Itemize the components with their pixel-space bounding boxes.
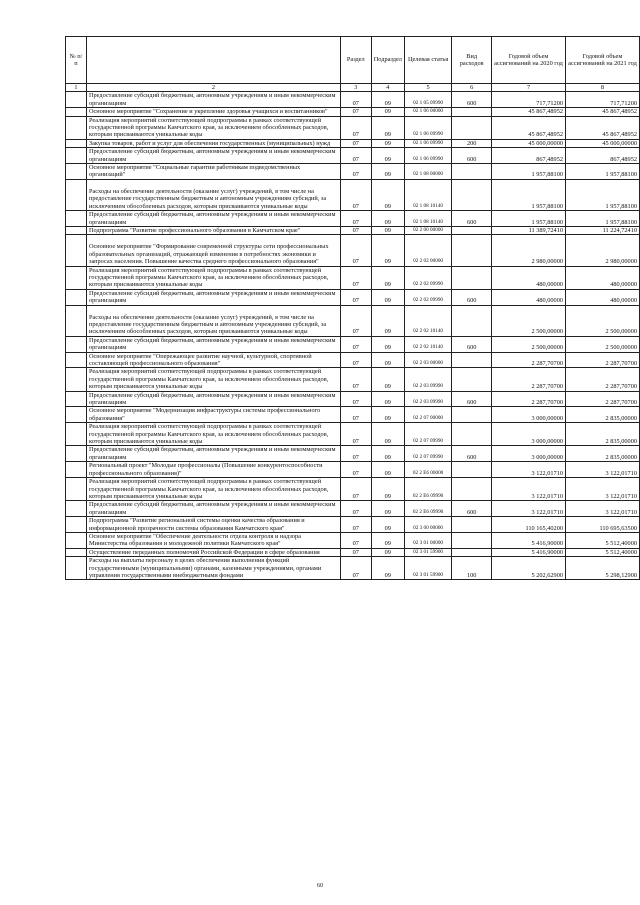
cell-2021: 2 287,70700	[566, 352, 640, 368]
cell-2021: 11 224,72410	[566, 226, 640, 234]
cell-name: Расходы на обеспечение деятельности (оказание услуг) учреждений, в том числе на предоставление государственным бюджетным и автономным учреждениям субсидий, за исключением обособленных расходов, которым присваиваются уникальные коды	[86, 179, 340, 210]
cell-2020: 5 416,90000	[492, 532, 566, 548]
cell-name: Расходы на выплаты персоналу в целях обеспечения выполнения функций государственными (муниципальными) органами, казенными учреждениями, органами управления государственными внебюджетными фондами	[86, 557, 340, 580]
cell-podrazdel: 09	[371, 235, 404, 266]
cell-num	[66, 517, 87, 533]
cell-podrazdel: 09	[371, 391, 404, 407]
cell-razdel: 07	[340, 235, 371, 266]
cell-expense-type	[452, 462, 492, 478]
header-num: № п/п	[66, 37, 87, 84]
cell-expense-type: 600	[452, 289, 492, 305]
cell-2020: 717,71200	[492, 92, 566, 108]
cell-name: Основное мероприятие "Опережающее развитие научной, культурной, спортивной составляющей профессионального образования"	[86, 352, 340, 368]
cell-target-article: 02 1 06 09990	[404, 139, 451, 147]
cell-name: Основное мероприятие "Социальные гарантии работникам подведомственных организаций"	[86, 164, 340, 180]
cell-2020: 2 287,70700	[492, 368, 566, 391]
cell-name: Подпрограмма "Развитие региональной системы оценки качества образования и информационной прозрачности системы образования Камчатского края"	[86, 517, 340, 533]
cell-razdel: 07	[340, 391, 371, 407]
cell-razdel: 07	[340, 446, 371, 462]
cell-target-article: 02 2 E6 00000	[404, 462, 451, 478]
cell-2020: 45 867,48952	[492, 116, 566, 139]
cell-podrazdel: 09	[371, 266, 404, 289]
cell-razdel: 07	[340, 336, 371, 352]
cell-2020: 45 000,00000	[492, 139, 566, 147]
cell-target-article: 02 3 01 00000	[404, 532, 451, 548]
cell-expense-type	[452, 226, 492, 234]
cell-target-article: 02 1 08 00000	[404, 164, 451, 180]
cell-expense-type	[452, 423, 492, 446]
cell-num	[66, 352, 87, 368]
cell-2020: 110 165,40200	[492, 517, 566, 533]
table-row	[66, 407, 640, 423]
cell-target-article: 02 2 07 00000	[404, 407, 451, 423]
cell-num	[66, 148, 87, 164]
cell-razdel: 07	[340, 352, 371, 368]
column-index: 3	[340, 84, 371, 92]
cell-expense-type: 100	[452, 557, 492, 580]
cell-name: Предоставление субсидий бюджетным, автономным учреждениям и иным некоммерческим организациям	[86, 391, 340, 407]
table-row	[66, 352, 640, 368]
cell-name: Предоставление субсидий бюджетным, автономным учреждениям и иным некоммерческим организациям	[86, 501, 340, 517]
cell-razdel: 07	[340, 517, 371, 533]
table-row	[66, 164, 640, 180]
cell-2021: 2 835,00000	[566, 423, 640, 446]
cell-razdel: 07	[340, 548, 371, 556]
table-row	[66, 179, 640, 210]
cell-razdel: 07	[340, 305, 371, 336]
cell-num	[66, 305, 87, 336]
cell-name: Предоставление субсидий бюджетным, автономным учреждениям и иным некоммерческим организациям	[86, 336, 340, 352]
cell-2021: 45 867,48952	[566, 108, 640, 116]
cell-name: Реализация мероприятий соответствующей подпрограммы в рамках соответствующей государственной программы Камчатского края, за исключением обособленных расходов, которым присваиваются уникальные коды	[86, 266, 340, 289]
cell-2020: 2 500,00000	[492, 336, 566, 352]
cell-2021: 2 500,00000	[566, 305, 640, 336]
cell-razdel: 07	[340, 289, 371, 305]
column-index: 8	[566, 84, 640, 92]
cell-2020: 480,00000	[492, 266, 566, 289]
cell-name: Основное мероприятие "Формирование современной структуры сети профессиональных образовательных организаций, отражающей изменения в потребностях экономики и запросах населения. Повышение качества среднего профессионального образования"	[86, 235, 340, 266]
cell-podrazdel: 09	[371, 557, 404, 580]
cell-target-article: 02 2 03 09990	[404, 391, 451, 407]
cell-podrazdel: 09	[371, 139, 404, 147]
cell-podrazdel: 09	[371, 148, 404, 164]
header-2021: Годовой объем ассигнований на 2021 год	[566, 37, 640, 84]
cell-target-article: 02 3 01 59900	[404, 557, 451, 580]
cell-razdel: 07	[340, 211, 371, 227]
cell-razdel: 07	[340, 108, 371, 116]
cell-target-article: 02 2 00 00000	[404, 226, 451, 234]
column-index-row	[66, 84, 640, 92]
cell-2020: 2 500,00000	[492, 305, 566, 336]
header-2020: Годовой объем ассигнований на 2020 год	[492, 37, 566, 84]
table-row	[66, 501, 640, 517]
cell-podrazdel: 09	[371, 517, 404, 533]
cell-razdel: 07	[340, 164, 371, 180]
cell-2021: 717,71200	[566, 92, 640, 108]
cell-expense-type: 600	[452, 391, 492, 407]
cell-name: Расходы на обеспечение деятельности (оказание услуг) учреждений, в том числе на предоставление государственным бюджетным и автономным учреждениям субсидий, за исключением обособленных расходов, которым присваиваются уникальные коды	[86, 305, 340, 336]
table-row	[66, 226, 640, 234]
cell-target-article: 02 2 02 10140	[404, 305, 451, 336]
cell-razdel: 07	[340, 462, 371, 478]
cell-2020: 3 000,00000	[492, 446, 566, 462]
cell-podrazdel: 09	[371, 446, 404, 462]
cell-podrazdel: 09	[371, 336, 404, 352]
page-number: 60	[317, 883, 323, 889]
table-row	[66, 336, 640, 352]
cell-podrazdel: 09	[371, 478, 404, 501]
cell-name: Региональный проект "Молодые профессионалы (Повышение конкурентоспособности профессионального образования)"	[86, 462, 340, 478]
cell-num	[66, 139, 87, 147]
cell-target-article: 02 2 E6 09990	[404, 501, 451, 517]
cell-podrazdel: 09	[371, 108, 404, 116]
table-row	[66, 235, 640, 266]
table-row	[66, 532, 640, 548]
column-index: 4	[371, 84, 404, 92]
cell-razdel: 07	[340, 532, 371, 548]
table-row	[66, 423, 640, 446]
cell-2021: 2 287,70700	[566, 368, 640, 391]
cell-2021: 5 512,40000	[566, 532, 640, 548]
cell-num	[66, 391, 87, 407]
table-row	[66, 289, 640, 305]
cell-expense-type: 600	[452, 501, 492, 517]
cell-2020: 3 000,00000	[492, 407, 566, 423]
cell-expense-type	[452, 478, 492, 501]
cell-target-article: 02 2 02 10140	[404, 336, 451, 352]
cell-target-article: 02 2 03 09990	[404, 368, 451, 391]
cell-razdel: 07	[340, 92, 371, 108]
cell-podrazdel: 09	[371, 352, 404, 368]
cell-podrazdel: 09	[371, 462, 404, 478]
cell-expense-type	[452, 352, 492, 368]
cell-num	[66, 532, 87, 548]
cell-2020: 2 980,00000	[492, 235, 566, 266]
cell-name: Предоставление субсидий бюджетным, автономным учреждениям и иным некоммерческим организациям	[86, 446, 340, 462]
cell-name: Предоставление субсидий бюджетным, автономным учреждениям и иным некоммерческим организациям	[86, 211, 340, 227]
cell-name: Реализация мероприятий соответствующей подпрограммы в рамках соответствующей государственной программы Камчатского края, за исключением обособленных расходов, которым присваиваются уникальные коды	[86, 478, 340, 501]
header-razdel: Раздел	[340, 37, 371, 84]
cell-2020: 11 389,72410	[492, 226, 566, 234]
cell-podrazdel: 09	[371, 226, 404, 234]
cell-2020: 3 122,01710	[492, 501, 566, 517]
cell-target-article: 02 2 02 00000	[404, 235, 451, 266]
cell-2020: 3 122,01710	[492, 478, 566, 501]
budget-allocation-table	[65, 36, 640, 580]
column-index: 6	[452, 84, 492, 92]
cell-num	[66, 368, 87, 391]
table-row	[66, 557, 640, 580]
cell-podrazdel: 09	[371, 179, 404, 210]
column-index: 1	[66, 84, 87, 92]
cell-2021: 3 122,01710	[566, 478, 640, 501]
cell-podrazdel: 09	[371, 423, 404, 446]
cell-2021: 2 835,00000	[566, 446, 640, 462]
cell-2020: 1 957,88100	[492, 164, 566, 180]
cell-name: Предоставление субсидий бюджетным, автономным учреждениям и иным некоммерческим организациям	[86, 148, 340, 164]
cell-num	[66, 108, 87, 116]
cell-num	[66, 446, 87, 462]
cell-razdel: 07	[340, 478, 371, 501]
table-row	[66, 305, 640, 336]
cell-razdel: 07	[340, 179, 371, 210]
cell-podrazdel: 09	[371, 211, 404, 227]
cell-expense-type	[452, 368, 492, 391]
cell-expense-type	[452, 179, 492, 210]
cell-num	[66, 336, 87, 352]
table-row	[66, 92, 640, 108]
table-row	[66, 478, 640, 501]
cell-name: Предоставление субсидий бюджетным, автономным учреждениям и иным некоммерческим организациям	[86, 289, 340, 305]
cell-2021: 867,48952	[566, 148, 640, 164]
cell-num	[66, 92, 87, 108]
cell-expense-type: 600	[452, 148, 492, 164]
cell-2020: 2 287,70700	[492, 391, 566, 407]
cell-2020: 45 867,48952	[492, 108, 566, 116]
cell-target-article: 02 2 02 09990	[404, 266, 451, 289]
cell-num	[66, 235, 87, 266]
cell-target-article: 02 1 05 09990	[404, 92, 451, 108]
table-row	[66, 108, 640, 116]
cell-podrazdel: 09	[371, 407, 404, 423]
cell-num	[66, 462, 87, 478]
header-expense-type: Вид расходов	[452, 37, 492, 84]
cell-2021: 2 835,00000	[566, 407, 640, 423]
table-row	[66, 148, 640, 164]
cell-name: Реализация мероприятий соответствующей подпрограммы в рамках соответствующей государственной программы Камчатского края, за исключением обособленных расходов, которым присваиваются уникальные коды	[86, 116, 340, 139]
cell-podrazdel: 09	[371, 92, 404, 108]
cell-expense-type	[452, 108, 492, 116]
cell-2021: 1 957,88100	[566, 179, 640, 210]
cell-2020: 867,48952	[492, 148, 566, 164]
cell-2021: 1 957,88100	[566, 164, 640, 180]
cell-razdel: 07	[340, 139, 371, 147]
cell-target-article: 02 1 06 00000	[404, 108, 451, 116]
cell-2020: 5 416,90000	[492, 548, 566, 556]
cell-name: Основное мероприятие "Модернизация инфраструктуры системы профессионального образования"	[86, 407, 340, 423]
cell-target-article: 02 2 07 09990	[404, 446, 451, 462]
cell-target-article: 02 1 08 10140	[404, 179, 451, 210]
cell-num	[66, 179, 87, 210]
cell-podrazdel: 09	[371, 289, 404, 305]
table-row	[66, 462, 640, 478]
table-row	[66, 391, 640, 407]
cell-razdel: 07	[340, 407, 371, 423]
cell-razdel: 07	[340, 226, 371, 234]
cell-num	[66, 478, 87, 501]
table-row	[66, 139, 640, 147]
cell-name: Основное мероприятие "Обеспечение деятельности отдела контроля и надзора Министерства образования и молодежной политики Камчатского края"	[86, 532, 340, 548]
cell-expense-type: 600	[452, 446, 492, 462]
table-row	[66, 368, 640, 391]
cell-target-article: 02 1 06 09990	[404, 116, 451, 139]
cell-expense-type	[452, 407, 492, 423]
cell-2021: 480,00000	[566, 289, 640, 305]
cell-2020: 3 122,01710	[492, 462, 566, 478]
cell-razdel: 07	[340, 368, 371, 391]
cell-name: Предоставление субсидий бюджетным, автономным учреждениям и иным некоммерческим организациям	[86, 92, 340, 108]
cell-expense-type: 200	[452, 139, 492, 147]
cell-2020: 3 000,00000	[492, 423, 566, 446]
cell-2021: 480,00000	[566, 266, 640, 289]
cell-expense-type	[452, 235, 492, 266]
table-row	[66, 446, 640, 462]
cell-num	[66, 116, 87, 139]
cell-num	[66, 226, 87, 234]
cell-expense-type	[452, 164, 492, 180]
cell-num	[66, 501, 87, 517]
cell-2021: 5 298,12900	[566, 557, 640, 580]
column-index: 2	[86, 84, 340, 92]
cell-num	[66, 548, 87, 556]
cell-target-article: 02 3 00 00000	[404, 517, 451, 533]
cell-podrazdel: 09	[371, 116, 404, 139]
cell-target-article: 02 1 08 10140	[404, 211, 451, 227]
cell-expense-type	[452, 532, 492, 548]
cell-name: Основное мероприятие "Сохранение и укрепление здоровья учащихся и воспитанников"	[86, 108, 340, 116]
cell-podrazdel: 09	[371, 305, 404, 336]
cell-razdel: 07	[340, 116, 371, 139]
cell-2021: 45 000,00000	[566, 139, 640, 147]
cell-2021: 110 695,63500	[566, 517, 640, 533]
cell-target-article: 02 2 E6 09990	[404, 478, 451, 501]
cell-2020: 5 202,62900	[492, 557, 566, 580]
cell-name: Реализация мероприятий соответствующей подпрограммы в рамках соответствующей государственной программы Камчатского края, за исключением обособленных расходов, которым присваиваются уникальные коды	[86, 423, 340, 446]
cell-2021: 2 287,70700	[566, 391, 640, 407]
cell-num	[66, 266, 87, 289]
table-row	[66, 116, 640, 139]
cell-expense-type	[452, 305, 492, 336]
cell-2020: 1 957,88100	[492, 211, 566, 227]
cell-expense-type	[452, 266, 492, 289]
cell-2021: 3 122,01710	[566, 462, 640, 478]
cell-2021: 45 867,48952	[566, 116, 640, 139]
cell-2021: 1 957,88100	[566, 211, 640, 227]
cell-num	[66, 211, 87, 227]
cell-name: Реализация мероприятий соответствующей подпрограммы в рамках соответствующей государственной программы Камчатского края, за исключением обособленных расходов, которым присваиваются уникальные коды	[86, 368, 340, 391]
cell-target-article: 02 3 01 59900	[404, 548, 451, 556]
cell-2020: 1 957,88100	[492, 179, 566, 210]
cell-2021: 2 500,00000	[566, 336, 640, 352]
header-row	[66, 37, 640, 84]
cell-name: Подпрограмма "Развитие профессионального образования в Камчатском крае"	[86, 226, 340, 234]
cell-podrazdel: 09	[371, 164, 404, 180]
cell-name: Закупка товаров, работ и услуг для обеспечения государственных (муниципальных) нужд	[86, 139, 340, 147]
cell-target-article: 02 1 06 09990	[404, 148, 451, 164]
table-row	[66, 517, 640, 533]
cell-expense-type: 600	[452, 211, 492, 227]
cell-razdel: 07	[340, 557, 371, 580]
cell-razdel: 07	[340, 266, 371, 289]
cell-expense-type: 600	[452, 336, 492, 352]
cell-num	[66, 407, 87, 423]
cell-target-article: 02 2 03 00000	[404, 352, 451, 368]
cell-2020: 480,00000	[492, 289, 566, 305]
cell-2020: 2 287,70700	[492, 352, 566, 368]
cell-2021: 2 980,00000	[566, 235, 640, 266]
header-podrazdel: Подраздел	[371, 37, 404, 84]
cell-expense-type	[452, 517, 492, 533]
cell-expense-type	[452, 116, 492, 139]
cell-2021: 5 512,40000	[566, 548, 640, 556]
cell-podrazdel: 09	[371, 548, 404, 556]
cell-podrazdel: 09	[371, 501, 404, 517]
cell-razdel: 07	[340, 423, 371, 446]
cell-2021: 3 122,01710	[566, 501, 640, 517]
cell-razdel: 07	[340, 501, 371, 517]
table-row	[66, 548, 640, 556]
cell-target-article: 02 2 02 09990	[404, 289, 451, 305]
cell-podrazdel: 09	[371, 532, 404, 548]
cell-expense-type	[452, 548, 492, 556]
table-body	[66, 92, 640, 580]
cell-expense-type: 600	[452, 92, 492, 108]
cell-num	[66, 557, 87, 580]
header-target-article: Целевая статья	[404, 37, 451, 84]
column-index: 7	[492, 84, 566, 92]
cell-name: Осуществление переданных полномочий Российской Федерации в сфере образования	[86, 548, 340, 556]
table-row	[66, 211, 640, 227]
cell-podrazdel: 09	[371, 368, 404, 391]
header-name	[86, 37, 340, 84]
cell-num	[66, 289, 87, 305]
column-index: 5	[404, 84, 451, 92]
cell-target-article: 02 2 07 09990	[404, 423, 451, 446]
cell-num	[66, 423, 87, 446]
cell-num	[66, 164, 87, 180]
table-row	[66, 266, 640, 289]
cell-razdel: 07	[340, 148, 371, 164]
